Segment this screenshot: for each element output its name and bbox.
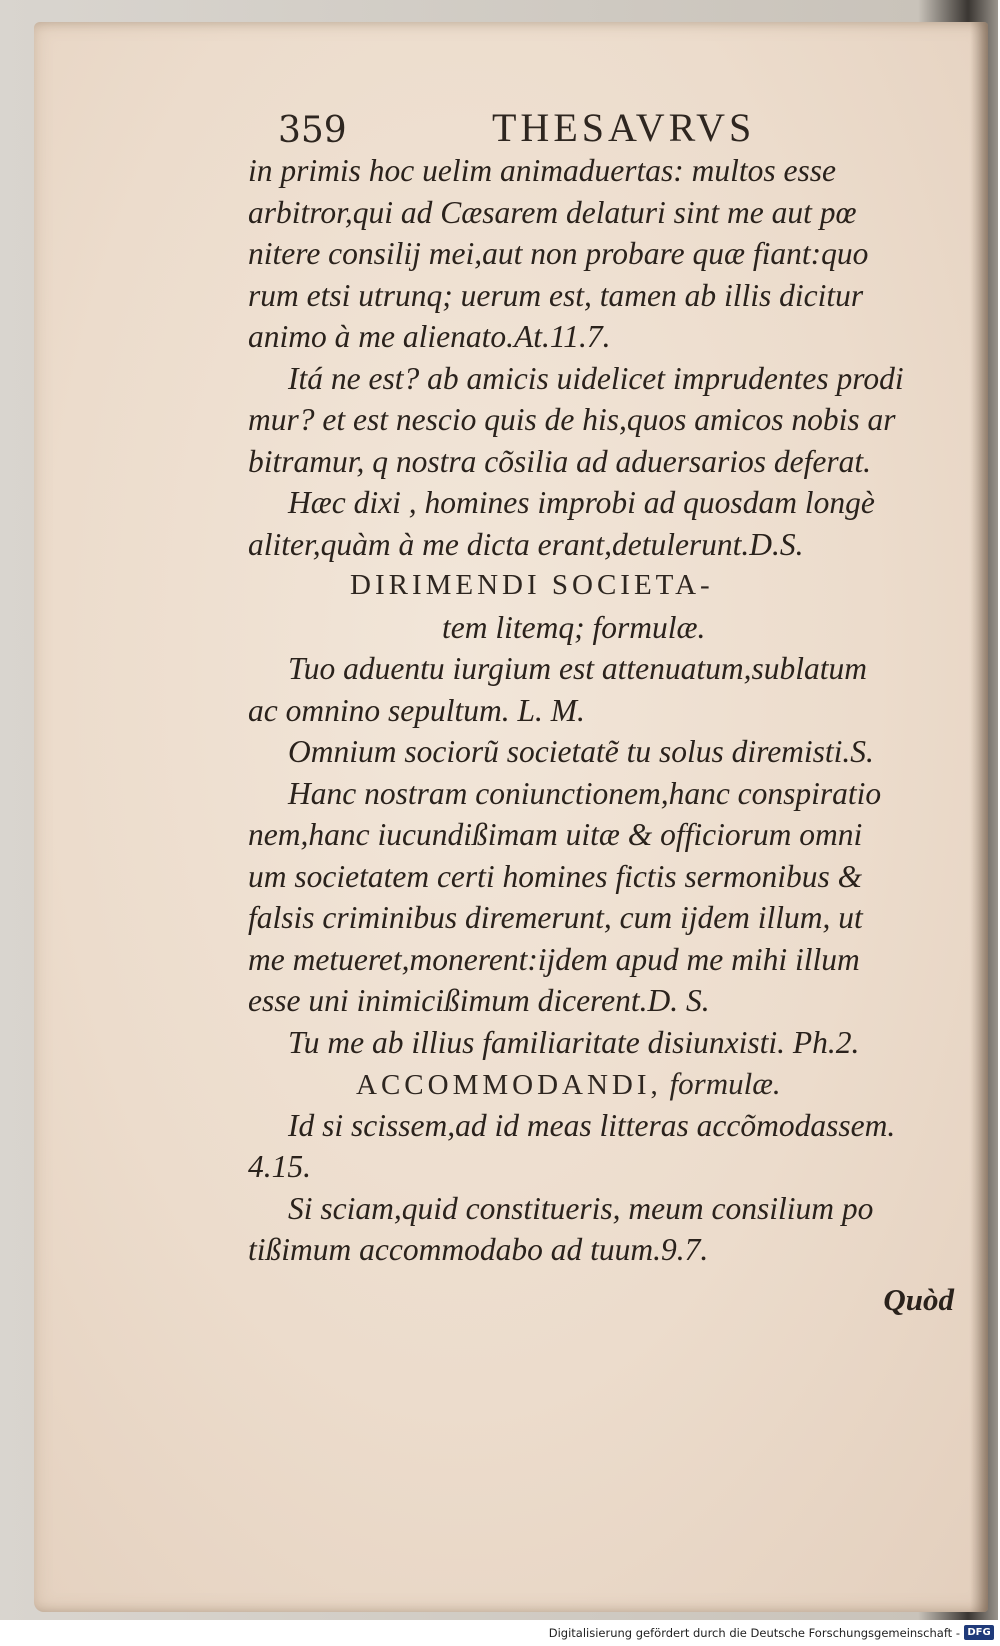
footer-bar <box>0 1620 1000 1646</box>
heading-italic: formulæ. <box>661 1066 781 1101</box>
text-line: Omnium sociorũ societatẽ tu solus diremisti.S. <box>288 734 874 769</box>
text-line: Tuo aduentu iurgium est attenuatum,sublatum <box>288 651 867 686</box>
text-line: in primis hoc uelim animaduertas: multos esse <box>248 153 836 188</box>
page-number: 359 <box>278 110 347 151</box>
text-line: rum etsi utrunq; uerum est, tamen ab illis dicitur <box>248 277 864 313</box>
dfg-logo-icon: DFG <box>964 1625 994 1640</box>
text-line: me metueret,monerent:ijdem apud me mihi illum <box>248 941 860 977</box>
section-heading: DIRIMENDI SOCIETA- <box>350 569 714 601</box>
text-line: aliter,quàm à me dicta erant,detulerunt.D.S. <box>248 526 804 562</box>
running-title: THESAVRVS <box>492 105 756 150</box>
text-line: Si sciam,quid constitueris, meum consilium po <box>288 1190 874 1226</box>
text-line: mur? et est nescio quis de his,quos amicos nobis ar <box>248 402 896 437</box>
text-line: 4.15. <box>248 1149 311 1184</box>
text-line: falsis criminibus diremerunt, cum ijdem illum, ut <box>248 900 863 935</box>
text-line: nitere consilij mei,aut non probare quæ fiant:quo <box>248 236 869 271</box>
section-heading-sub: tem litemq; formulæ. <box>442 609 706 645</box>
page-text <box>248 100 966 1320</box>
text-line: ac omnino sepultum. L. M. <box>248 692 585 728</box>
text-line: Tu me ab illius familiaritate disiunxisti. Ph.2. <box>288 1024 860 1060</box>
heading-caps: ACCOMMODANDI, <box>356 1069 662 1101</box>
catchword: Quòd <box>883 1281 954 1317</box>
text-line: esse uni inimicißimum dicerent.D. S. <box>248 983 710 1018</box>
text-line: Hanc nostram coniunctionem,hanc conspiratio <box>288 775 882 811</box>
text-line: animo à me alienato.At.11.7. <box>248 319 611 354</box>
text-line: bitramur, q nostra cõsilia ad aduersarios deferat. <box>248 443 872 479</box>
text-line: arbitror,qui ad Cæsarem delaturi sint me aut pœ <box>248 194 857 230</box>
section-heading <box>248 1063 966 1105</box>
running-head <box>248 100 966 150</box>
text-line: Hæc dixi , homines improbi ad quosdam longè <box>288 485 875 520</box>
funding-notice: Digitalisierung gefördert durch die Deutsche Forschungsgemeinschaft - <box>548 1626 960 1640</box>
text-line: um societatem certi homines fictis sermonibus & <box>248 858 863 894</box>
text-line: nem,hanc iucundißimam uitæ & officiorum omni <box>248 817 863 852</box>
text-line: Itá ne est? ab amicis uidelicet imprudentes prodi <box>288 360 904 396</box>
text-line: Id si scissem,ad id meas litteras accõmodassem. <box>288 1107 896 1143</box>
spine-shadow <box>970 22 988 1612</box>
text-line: tißimum accommodabo ad tuum.9.7. <box>248 1232 709 1267</box>
